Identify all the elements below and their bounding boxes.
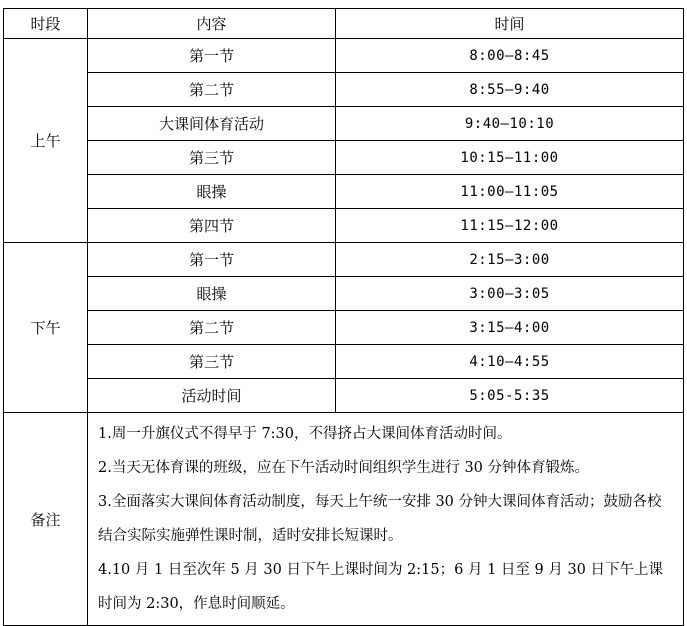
schedule-table <box>3 8 684 626</box>
note-item: 4.10 月 1 日至次年 5 月 30 日下午上课时间为 2:15；6 月 1 日至 9 月 30 日下午上课时间为 2:30，作息时间顺延。 <box>98 562 664 612</box>
table-row <box>4 277 684 311</box>
row-time: 11:15—12:00 <box>336 209 684 243</box>
table-row <box>4 243 684 277</box>
table-row <box>4 209 684 243</box>
row-time: 8:00—8:45 <box>336 39 684 73</box>
row-content: 眼操 <box>88 175 336 209</box>
header-period: 时段 <box>4 9 88 39</box>
row-content: 第三节 <box>88 345 336 379</box>
row-time: 3:15—4:00 <box>336 311 684 345</box>
row-time: 8:55—9:40 <box>336 73 684 107</box>
header-row <box>4 9 684 39</box>
row-content: 第三节 <box>88 141 336 175</box>
note-item: 3.全面落实大课间体育活动制度，每天上午统一安排 30 分钟大课间体育活动；鼓励各校结合实际实施弹性课时制，适时安排长短课时。 <box>98 494 662 544</box>
notes-row <box>4 413 684 626</box>
row-time: 10:15—11:00 <box>336 141 684 175</box>
table-row <box>4 175 684 209</box>
row-content: 活动时间 <box>88 379 336 413</box>
note-item: 1.周一升旗仪式不得早于 7:30，不得挤占大课间体育活动时间。 <box>98 426 512 442</box>
row-time: 2:15—3:00 <box>336 243 684 277</box>
row-time: 3:00—3:05 <box>336 277 684 311</box>
row-content: 第四节 <box>88 209 336 243</box>
note-item: 2.当天无体育课的班级，应在下午活动时间组织学生进行 30 分钟体育锻炼。 <box>98 460 590 476</box>
row-time: 11:00—11:05 <box>336 175 684 209</box>
row-time: 4:10—4:55 <box>336 345 684 379</box>
row-content: 第一节 <box>88 39 336 73</box>
table-row <box>4 141 684 175</box>
header-content: 内容 <box>88 9 336 39</box>
row-content: 第二节 <box>88 73 336 107</box>
table-row <box>4 107 684 141</box>
period-morning: 上午 <box>4 39 88 243</box>
period-afternoon: 下午 <box>4 243 88 413</box>
row-content: 大课间体育活动 <box>88 107 336 141</box>
table-row <box>4 39 684 73</box>
row-time: 9:40—10:10 <box>336 107 684 141</box>
table-row <box>4 311 684 345</box>
header-time: 时间 <box>336 9 684 39</box>
table-row <box>4 345 684 379</box>
notes-label: 备注 <box>4 413 88 626</box>
row-content: 第一节 <box>88 243 336 277</box>
row-content: 眼操 <box>88 277 336 311</box>
table-row <box>4 379 684 413</box>
row-content: 第二节 <box>88 311 336 345</box>
table-row <box>4 73 684 107</box>
notes-cell <box>88 413 684 626</box>
row-time: 5:05-5:35 <box>336 379 684 413</box>
